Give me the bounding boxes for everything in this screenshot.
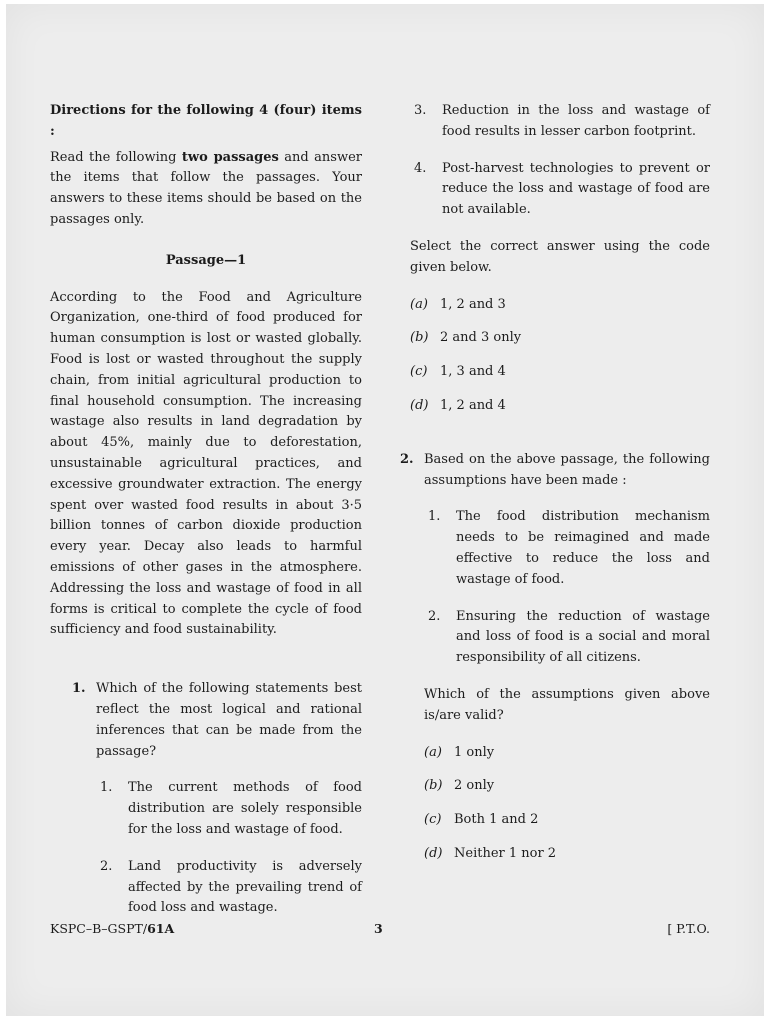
exam-page [6, 4, 764, 1016]
question-1-stem: Which of the following statements best reflect the most logical and rational inferences that can be made from the passage? [96, 681, 362, 759]
q2-option-d[interactable]: (d) Neither 1 nor 2 [424, 845, 557, 861]
passage-title: Passage—1 [165, 252, 247, 268]
directions-bold: two passages [181, 149, 279, 165]
q2-option-b[interactable]: (b) 2 only [424, 778, 495, 794]
question-2-number: 2. [400, 451, 414, 467]
q2-statement: 1. The food distribution mechanism needs to be reimagined and made effective to reduce the loss and wastage of food. [428, 509, 710, 587]
q1-statement: 1. The current methods of food distribution are solely responsible for the loss and wastage of food. [100, 780, 362, 837]
paper-code-bold: 61A [147, 921, 175, 936]
q1-statement: 4. Post-harvest technologies to prevent or reduce the loss and wastage of food are not available. [414, 160, 710, 218]
q1-option-c[interactable]: (c) 1, 3 and 4 [410, 364, 506, 380]
q2-statement: 2. Ensuring the reduction of wastage and loss of food is a social and moral responsibility of all citizens. [428, 608, 710, 666]
q1-option-d[interactable]: (d) 1, 2 and 4 [410, 397, 506, 413]
question-2 [400, 450, 710, 865]
left-column [50, 101, 362, 919]
right-column [400, 101, 710, 865]
directions-text: Read the following two passages and answer the items that follow the passages. Your answers to these items should be based on the passages only. [50, 149, 362, 227]
question-1-prompt: Select the correct answer using the code given below. [410, 238, 710, 275]
question-1 [50, 679, 362, 919]
page-number: 3 [374, 921, 383, 936]
question-2-prompt: Which of the assumptions given above is/are valid? [424, 686, 710, 723]
q2-option-c[interactable]: (c) Both 1 and 2 [424, 812, 539, 828]
q1-statement: 3. Reduction in the loss and wastage of food results in lesser carbon footprint. [414, 103, 710, 139]
pto-label: [ P.T.O. [667, 921, 710, 936]
q1-option-a[interactable]: (a) 1, 2 and 3 [410, 296, 506, 312]
passage-text: According to the Food and Agriculture Organization, one-third of food produced for human consumption is lost or wasted globally. Food is lost or wasted throughout the supply chain, from initial agricultural production to final household consumption. The increasing wastage also results in land degradation by about 45%, mainly due to deforestation, unsustainable agricultural practices, and excessive groundwater extraction. The energy spent over wasted food results in about 3·5 billion tonnes of carbon dioxide production every year. Decay also leads to harmful emissions of other gases in the atmosphere. Addressing the loss and wastage of food in all forms is critical to complete the cycle of food sufficiency and food sustainability. [50, 289, 362, 638]
question-2-stem: Based on the above passage, the following assumptions have been made : [424, 451, 710, 488]
q1-statement: 2. Land productivity is adversely affected by the prevailing trend of food loss and wastage. [100, 858, 362, 916]
directions-heading: Directions for the following 4 (four) items : [50, 103, 362, 139]
paper-code: KSPC–B–GSPT/61A [50, 921, 175, 936]
q2-option-a[interactable]: (a) 1 only [424, 744, 495, 760]
question-1-number: 1. [72, 681, 86, 697]
q1-option-b[interactable]: (b) 2 and 3 only [410, 330, 522, 346]
